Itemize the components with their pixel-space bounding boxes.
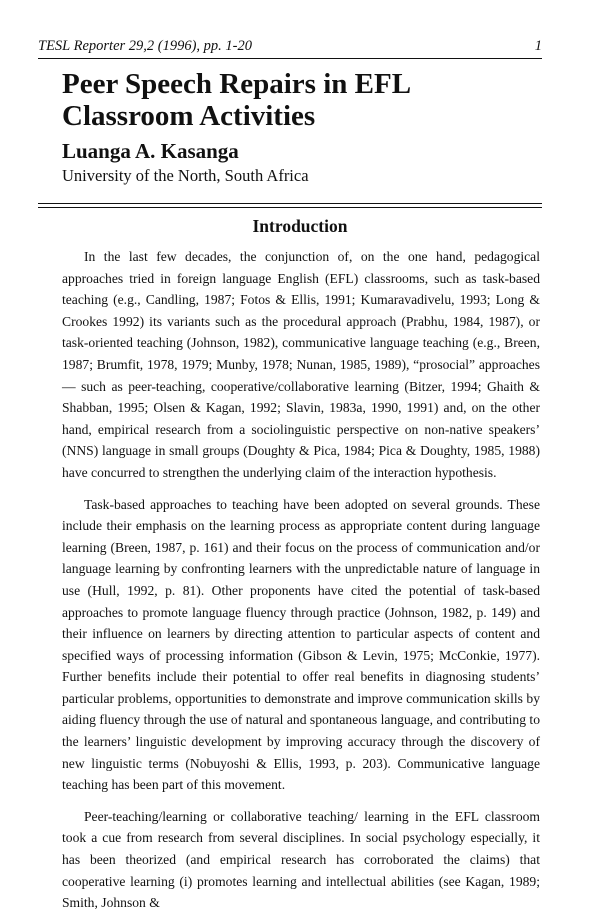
journal-citation: TESL Reporter 29,2 (1996), pp. 1-20 bbox=[38, 38, 253, 54]
section-heading: Introduction bbox=[252, 216, 348, 236]
author-name: Luanga A. Kasanga bbox=[62, 139, 239, 163]
author-affiliation: University of the North, South Africa bbox=[62, 166, 309, 185]
page-number: 1 bbox=[534, 38, 542, 54]
paragraph: Peer-teaching/learning or collaborative teaching/ learning in the EFL classroom took a cue from research from several disciplines. In social psychology especially, it has been theorized (and empirical research has corroborated the claims) that cooperative learning (i) promotes learning and intellectual abilities (see Kagan, 1989; Smith, Johnson & bbox=[62, 808, 540, 911]
paragraph: Task-based approaches to teaching have been adopted on several grounds. These include their emphasis on the learning process as appropriate content during language learning (Breen, 1987, p. 161) and their focus on the process of communication and/or language learning by confronting learners with the unpredictable nature of language in use (Hull, 1992, p. 81). Other proponents have cited the potential of task-based approaches to promote language fluency through practice (Johnson, 1982, p. 149) and their influence on learners by directing attention to particular aspects of content and specified ways of processing information (Gibson & Levin, 1975; McConkie, 1977). Further benefits include their potential to offer real benefits in diagnosing students’ particular problems, opportunities to demonstrate and improve communication skills by aiding fluency through the use of natural and spontaneous language, and contributing to the learners’ linguistic development by improving accuracy through the discovery of new linguistic terms (Nobuyoshi & Ellis, 1993, p. 203). Communicative language teaching has been part of this movement. bbox=[62, 496, 540, 793]
title-rule-upper bbox=[38, 203, 542, 204]
header-rule bbox=[38, 58, 542, 59]
running-head bbox=[38, 38, 542, 58]
article-title: Peer Speech Repairs in EFL Classroom Activities bbox=[62, 68, 410, 132]
title-rule-lower bbox=[38, 207, 542, 208]
paragraph: In the last few decades, the conjunction of, on the one hand, pedagogical approaches tried in foreign language English (EFL) classrooms, such as task-based teaching (e.g., Candling, 1987; Fotos & Ellis, 1991; Kumaravadivelu, 1993; Long & Crookes 1992) its variants such as the procedural approach (Prabhu, 1984, 1987), or task-oriented teaching (Johnson, 1982), communicative language teaching (e.g., Breen, 1987; Brumfit, 1978, 1979; Munby, 1978; Nunan, 1985, 1989), “prosocial” approaches — such as peer-teaching, cooperative/collaborative learning (Bitzer, 1994; Ghaith & Shabban, 1995; Olsen & Kagan, 1992; Slavin, 1983a, 1990, 1991) and, on the other hand, empirical research from a sociolinguistic perspective on non-native speakers’ (NNS) language in small groups (Doughty & Pica, 1984; Pica & Doughty, 1985, 1988) have concurred to strengthen the underlying claim of the interaction hypothesis. bbox=[62, 249, 540, 480]
body-text bbox=[62, 246, 540, 924]
